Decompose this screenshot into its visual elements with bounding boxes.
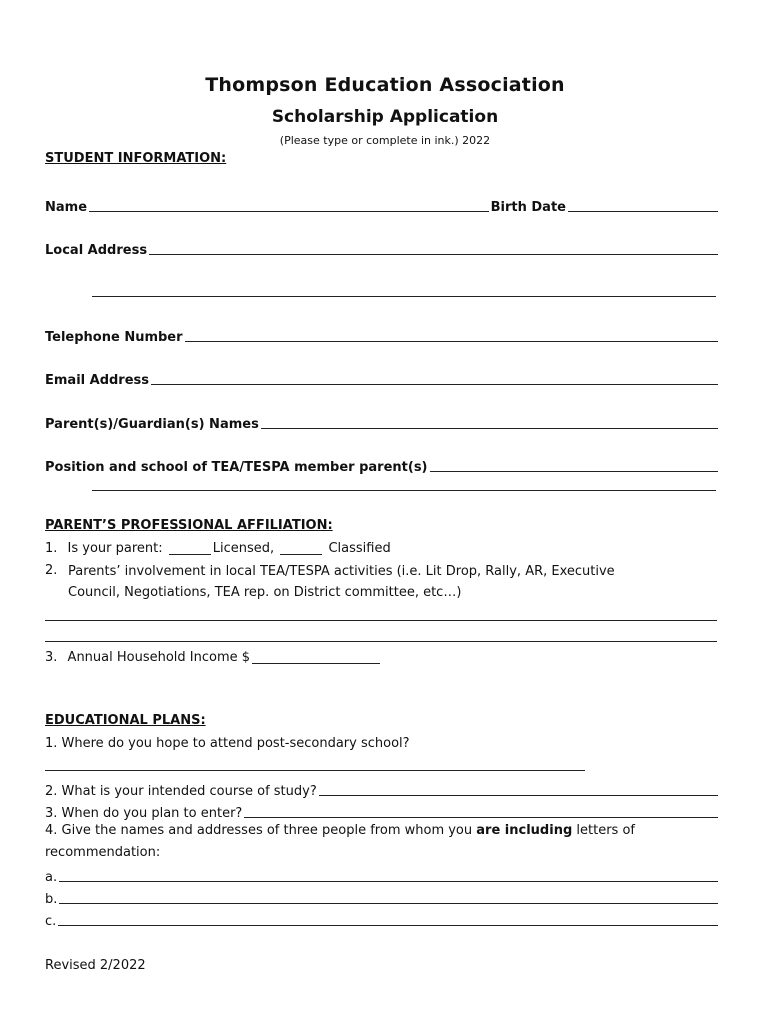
position-row [45, 453, 720, 475]
organization-title: Thompson Education Association [205, 74, 565, 96]
telephone-field[interactable] [185, 327, 718, 342]
name-field[interactable] [89, 197, 489, 212]
parents-label: Parent(s)/Guardian(s) Names [45, 417, 259, 432]
instructions-note: (Please type or complete in ink.) 2022 [279, 134, 491, 147]
email-field[interactable] [151, 370, 718, 385]
enter-question: 3. When do you plan to enter? [45, 806, 243, 821]
educational-plans-heading: EDUCATIONAL PLANS: [45, 713, 206, 728]
reference-a-field[interactable] [59, 867, 718, 882]
enter-field[interactable] [244, 803, 718, 818]
affiliation-question-1 [45, 538, 391, 560]
classified-blank[interactable] [280, 540, 322, 555]
course-row [45, 777, 720, 799]
reference-a-row [45, 863, 720, 885]
revision-note: Revised 2/2022 [45, 958, 146, 973]
student-info-heading: STUDENT INFORMATION: [45, 151, 227, 166]
email-label: Email Address [45, 373, 150, 388]
reference-a-label: a. [45, 870, 58, 885]
form-subtitle: Scholarship Application [271, 107, 499, 127]
local-address-label: Local Address [45, 243, 148, 258]
references-text-bold: are including [476, 823, 573, 838]
name-row [45, 193, 720, 215]
telephone-row [45, 323, 720, 345]
name-label: Name [45, 200, 88, 215]
affiliation-heading: PARENT’S PROFESSIONAL AFFILIATION: [45, 518, 333, 533]
references-text-pre: 4. Give the names and addresses of three people from whom you [45, 823, 473, 838]
reference-c-label: c. [45, 914, 57, 929]
licensed-blank[interactable] [169, 540, 211, 555]
birth-date-label: Birth Date [490, 200, 566, 215]
income-field[interactable] [252, 649, 380, 664]
q2-text-line2: Council, Negotiations, TEA rep. on District committee, etc…) [68, 585, 462, 600]
local-address-field-line2[interactable] [92, 296, 716, 297]
reference-b-label: b. [45, 892, 58, 907]
school-field[interactable] [45, 770, 585, 771]
school-question: 1. Where do you hope to attend post-secondary school? [45, 736, 410, 751]
local-address-row [45, 236, 720, 258]
position-field[interactable] [430, 457, 718, 472]
q3-text: Annual Household Income $ [67, 650, 251, 665]
q2-number: 2. [45, 563, 58, 578]
reference-b-field[interactable] [59, 889, 718, 904]
position-field-line2[interactable] [92, 490, 716, 491]
q1-number: 1. [45, 541, 58, 556]
reference-b-row [45, 885, 720, 907]
enter-row [45, 799, 720, 821]
licensed-option: Licensed, [212, 541, 275, 556]
income-question [45, 647, 382, 669]
parents-field[interactable] [261, 414, 718, 429]
local-address-field[interactable] [149, 240, 718, 255]
involvement-field-line1[interactable] [45, 620, 717, 621]
recommendation-label: recommendation: [45, 845, 161, 860]
course-question: 2. What is your intended course of study? [45, 784, 317, 799]
course-field[interactable] [319, 781, 718, 796]
email-row [45, 366, 720, 388]
classified-option: Classified [328, 541, 391, 556]
q3-number: 3. [45, 650, 58, 665]
references-question [45, 820, 635, 842]
q1-text: Is your parent: [67, 541, 163, 556]
reference-c-field[interactable] [58, 911, 718, 926]
involvement-field-line2[interactable] [45, 641, 717, 642]
q2-text-line1: Parents’ involvement in local TEA/TESPA activities (i.e. Lit Drop, Rally, AR, Executive [68, 564, 615, 579]
parents-row [45, 410, 720, 432]
position-label: Position and school of TEA/TESPA member parent(s) [45, 460, 428, 475]
references-text-post: letters of [576, 823, 635, 838]
birth-date-field[interactable] [568, 197, 718, 212]
telephone-label: Telephone Number [45, 330, 183, 345]
reference-c-row [45, 907, 720, 929]
